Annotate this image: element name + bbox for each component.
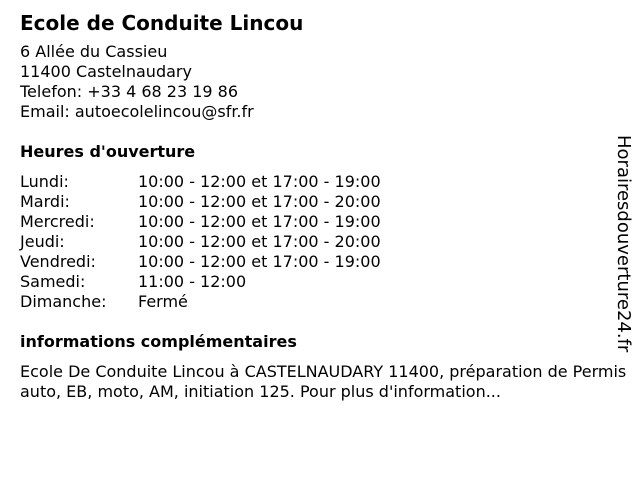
day-hours: 11:00 - 12:00 [138, 272, 247, 291]
day-label: Samedi: [20, 272, 86, 291]
day-label: Mercredi: [20, 212, 95, 231]
hours-row-monday [20, 172, 630, 192]
hours-heading: Heures d'ouverture [20, 142, 196, 161]
hours-row-thursday [20, 232, 630, 252]
day-hours: 10:00 - 12:00 et 17:00 - 20:00 [138, 192, 381, 211]
address-line-2: 11400 Castelnaudary [20, 62, 192, 81]
hours-row-wednesday [20, 212, 630, 232]
day-hours: 10:00 - 12:00 et 17:00 - 19:00 [138, 212, 381, 231]
site-watermark: Horairesdouverture24.fr [613, 135, 634, 353]
day-hours: 10:00 - 12:00 et 17:00 - 19:00 [138, 252, 381, 271]
day-label: Lundi: [20, 172, 69, 191]
info-description: Ecole De Conduite Lincou à CASTELNAUDARY 11400, préparation de Permis auto, EB, moto, AM, initiation 125. Pour plus d'information... [20, 362, 627, 401]
business-name: Ecole de Conduite Lincou [20, 11, 304, 35]
day-hours: Fermé [138, 292, 188, 311]
hours-row-saturday [20, 272, 630, 292]
hours-row-sunday [20, 292, 630, 312]
day-label: Dimanche: [20, 292, 107, 311]
info-heading: informations complémentaires [20, 332, 297, 351]
hours-row-tuesday [20, 192, 630, 212]
day-label: Vendredi: [20, 252, 96, 271]
day-label: Jeudi: [20, 232, 65, 251]
phone-line: Telefon: +33 4 68 23 19 86 [20, 82, 239, 101]
day-hours: 10:00 - 12:00 et 17:00 - 19:00 [138, 172, 381, 191]
address-line-1: 6 Allée du Cassieu [20, 42, 168, 61]
hours-table [20, 172, 630, 312]
day-hours: 10:00 - 12:00 et 17:00 - 20:00 [138, 232, 381, 251]
business-card [20, 10, 630, 402]
email-line: Email: autoecolelincou@sfr.fr [20, 102, 254, 121]
day-label: Mardi: [20, 192, 70, 211]
hours-row-friday [20, 252, 630, 272]
